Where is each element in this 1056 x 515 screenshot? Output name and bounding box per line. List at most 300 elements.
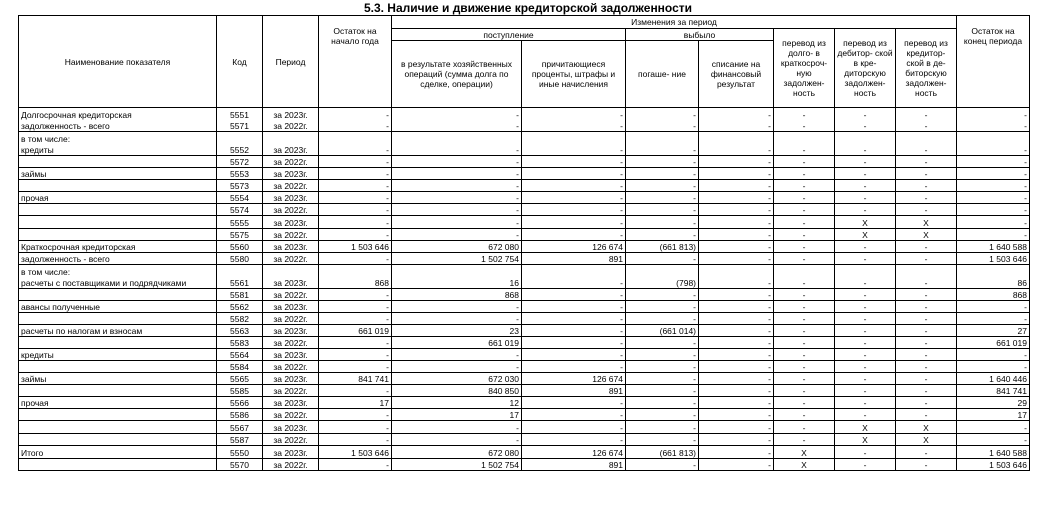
row-writeoff: - — [699, 373, 774, 385]
row-repayment: - — [626, 144, 699, 156]
row-transfer-cred-deb: - — [896, 349, 957, 361]
row-end — [957, 132, 1030, 144]
row-writeoff — [699, 132, 774, 144]
row-start: - — [319, 349, 392, 361]
row-transfer-deb-cred: - — [835, 144, 896, 156]
row-writeoff — [699, 265, 774, 277]
row-interest: - — [522, 361, 626, 373]
row-period: за 2023г. — [263, 277, 319, 289]
row-repayment: (661 813) — [626, 446, 699, 459]
row-name: кредиты — [19, 349, 217, 361]
row-name: прочая — [19, 397, 217, 409]
row-business — [392, 265, 522, 277]
income-header: поступление — [392, 29, 626, 41]
row-end: - — [957, 361, 1030, 373]
row-transfer-deb-cred: - — [835, 349, 896, 361]
row-transfer-deb-cred: - — [835, 459, 896, 471]
row-transfer-deb-cred: - — [835, 168, 896, 180]
row-transfer-cred-deb: - — [896, 301, 957, 313]
row-transfer-long-short: - — [774, 229, 835, 241]
row-transfer-cred-deb: - — [896, 337, 957, 349]
row-period: за 2022г. — [263, 253, 319, 265]
row-business: - — [392, 192, 522, 204]
row-end: - — [957, 349, 1030, 361]
row-transfer-cred-deb: - — [896, 409, 957, 421]
row-transfer-deb-cred: - — [835, 108, 896, 120]
row-business: 840 850 — [392, 385, 522, 397]
row-repayment — [626, 132, 699, 144]
row-name: в том числе: — [19, 265, 217, 277]
row-period: за 2023г. — [263, 144, 319, 156]
row-repayment: - — [626, 397, 699, 409]
row-start: - — [319, 313, 392, 325]
row-transfer-cred-deb: - — [896, 277, 957, 289]
row-transfer-cred-deb: X — [896, 421, 957, 434]
row-code: 5560 — [217, 241, 263, 253]
row-start: 1 503 646 — [319, 446, 392, 459]
row-name — [19, 337, 217, 349]
row-end: - — [957, 301, 1030, 313]
row-interest: 126 674 — [522, 373, 626, 385]
row-business: - — [392, 301, 522, 313]
table-row — [19, 253, 1030, 265]
row-name — [19, 156, 217, 168]
row-transfer-cred-deb: - — [896, 253, 957, 265]
row-interest: - — [522, 216, 626, 229]
row-transfer-deb-cred: - — [835, 120, 896, 132]
row-repayment: - — [626, 434, 699, 446]
row-writeoff: - — [699, 108, 774, 120]
row-interest: 891 — [522, 253, 626, 265]
col-period-header: Период — [263, 16, 319, 108]
col-code-header: Код — [217, 16, 263, 108]
report-title: 5.3. Наличие и движение кредиторской задолженности — [363, 1, 693, 15]
row-name: займы — [19, 168, 217, 180]
row-business: - — [392, 168, 522, 180]
row-business: 12 — [392, 397, 522, 409]
row-transfer-cred-deb: - — [896, 180, 957, 192]
row-transfer-deb-cred: - — [835, 156, 896, 168]
row-start: 1 503 646 — [319, 241, 392, 253]
table-row — [19, 337, 1030, 349]
row-transfer-deb-cred: - — [835, 373, 896, 385]
row-end: 1 503 646 — [957, 459, 1030, 471]
row-name — [19, 385, 217, 397]
row-name: авансы полученные — [19, 301, 217, 313]
row-repayment: - — [626, 349, 699, 361]
row-period — [263, 132, 319, 144]
table-row — [19, 241, 1030, 253]
row-transfer-cred-deb: - — [896, 168, 957, 180]
row-name: расчеты по налогам и взносам — [19, 325, 217, 337]
table-row — [19, 120, 1030, 132]
row-transfer-deb-cred — [835, 132, 896, 144]
row-start: - — [319, 144, 392, 156]
row-repayment: - — [626, 253, 699, 265]
row-interest: 891 — [522, 459, 626, 471]
table-row — [19, 216, 1030, 229]
row-end: 29 — [957, 397, 1030, 409]
row-name: задолженность - всего — [19, 253, 217, 265]
row-code: 5553 — [217, 168, 263, 180]
row-code: 5563 — [217, 325, 263, 337]
row-code: 5555 — [217, 216, 263, 229]
row-code: 5565 — [217, 373, 263, 385]
row-transfer-long-short: X — [774, 459, 835, 471]
row-repayment: - — [626, 409, 699, 421]
row-transfer-long-short: - — [774, 434, 835, 446]
row-repayment: - — [626, 120, 699, 132]
row-interest: - — [522, 313, 626, 325]
row-interest — [522, 265, 626, 277]
row-name — [19, 216, 217, 229]
row-transfer-deb-cred: X — [835, 216, 896, 229]
payables-table — [18, 15, 1030, 471]
row-period: за 2022г. — [263, 180, 319, 192]
row-end: 1 640 588 — [957, 446, 1030, 459]
row-business: - — [392, 144, 522, 156]
table-row — [19, 229, 1030, 241]
row-period: за 2023г. — [263, 325, 319, 337]
row-transfer-cred-deb: - — [896, 446, 957, 459]
row-repayment: - — [626, 108, 699, 120]
row-interest: - — [522, 192, 626, 204]
row-repayment: (661 014) — [626, 325, 699, 337]
row-transfer-cred-deb: - — [896, 120, 957, 132]
row-writeoff: - — [699, 313, 774, 325]
row-transfer-long-short: - — [774, 313, 835, 325]
row-start: - — [319, 229, 392, 241]
row-start: 661 019 — [319, 325, 392, 337]
row-name — [19, 409, 217, 421]
row-code: 5582 — [217, 313, 263, 325]
row-business: 661 019 — [392, 337, 522, 349]
row-code: 5580 — [217, 253, 263, 265]
row-transfer-long-short: - — [774, 325, 835, 337]
row-code: 5586 — [217, 409, 263, 421]
repayment-header: погаше- ние — [626, 41, 699, 108]
row-transfer-long-short: - — [774, 349, 835, 361]
row-start: 868 — [319, 277, 392, 289]
row-code: 5585 — [217, 385, 263, 397]
row-end: - — [957, 108, 1030, 120]
row-end: - — [957, 216, 1030, 229]
table-row — [19, 385, 1030, 397]
row-interest: - — [522, 421, 626, 434]
row-writeoff: - — [699, 446, 774, 459]
row-code: 5567 — [217, 421, 263, 434]
table-row — [19, 132, 1030, 144]
row-repayment: - — [626, 421, 699, 434]
row-transfer-long-short: X — [774, 446, 835, 459]
row-transfer-long-short: - — [774, 180, 835, 192]
table-row — [19, 421, 1030, 434]
row-name: Долгосрочная кредиторская — [19, 108, 217, 120]
row-code — [217, 132, 263, 144]
row-business: - — [392, 421, 522, 434]
row-transfer-cred-deb: - — [896, 144, 957, 156]
row-code: 5587 — [217, 434, 263, 446]
row-name — [19, 313, 217, 325]
row-writeoff: - — [699, 192, 774, 204]
row-transfer-deb-cred: - — [835, 253, 896, 265]
row-end: 661 019 — [957, 337, 1030, 349]
row-code: 5574 — [217, 204, 263, 216]
row-business: 16 — [392, 277, 522, 289]
row-name: задолженность - всего — [19, 120, 217, 132]
row-start: - — [319, 434, 392, 446]
row-transfer-long-short: - — [774, 253, 835, 265]
row-end: 86 — [957, 277, 1030, 289]
row-business: 672 030 — [392, 373, 522, 385]
row-transfer-long-short: - — [774, 144, 835, 156]
row-transfer-long-short: - — [774, 277, 835, 289]
row-business — [392, 132, 522, 144]
row-transfer-deb-cred: - — [835, 241, 896, 253]
row-transfer-long-short: - — [774, 301, 835, 313]
row-transfer-cred-deb: X — [896, 434, 957, 446]
row-period: за 2023г. — [263, 446, 319, 459]
row-transfer-cred-deb: - — [896, 192, 957, 204]
row-code: 5550 — [217, 446, 263, 459]
row-code — [217, 265, 263, 277]
row-transfer-cred-deb: - — [896, 373, 957, 385]
row-name — [19, 434, 217, 446]
row-start: - — [319, 120, 392, 132]
table-row — [19, 108, 1030, 120]
row-business: - — [392, 180, 522, 192]
row-code: 5572 — [217, 156, 263, 168]
table-row — [19, 459, 1030, 471]
row-transfer-cred-deb: - — [896, 289, 957, 301]
row-transfer-long-short: - — [774, 361, 835, 373]
row-interest: 126 674 — [522, 446, 626, 459]
row-repayment: - — [626, 156, 699, 168]
row-period: за 2022г. — [263, 156, 319, 168]
row-end: - — [957, 120, 1030, 132]
writeoff-header: списание на финансовый результат — [699, 41, 774, 108]
row-writeoff: - — [699, 229, 774, 241]
row-interest: 891 — [522, 385, 626, 397]
col-name-header: Наименование показателя — [19, 16, 217, 108]
row-repayment: - — [626, 301, 699, 313]
table-row — [19, 144, 1030, 156]
row-business: - — [392, 434, 522, 446]
row-business: 868 — [392, 289, 522, 301]
row-interest: - — [522, 156, 626, 168]
row-transfer-deb-cred: - — [835, 277, 896, 289]
row-name: кредиты — [19, 144, 217, 156]
row-period: за 2023г. — [263, 373, 319, 385]
row-transfer-deb-cred: X — [835, 421, 896, 434]
row-business: 17 — [392, 409, 522, 421]
row-transfer-deb-cred: - — [835, 361, 896, 373]
row-transfer-deb-cred: - — [835, 192, 896, 204]
row-transfer-long-short: - — [774, 156, 835, 168]
row-transfer-cred-deb — [896, 265, 957, 277]
row-business: - — [392, 313, 522, 325]
table-row — [19, 289, 1030, 301]
row-business: - — [392, 229, 522, 241]
row-repayment: - — [626, 168, 699, 180]
row-code: 5561 — [217, 277, 263, 289]
row-name — [19, 204, 217, 216]
row-transfer-long-short: - — [774, 289, 835, 301]
row-transfer-deb-cred: - — [835, 301, 896, 313]
row-writeoff: - — [699, 349, 774, 361]
row-repayment: (661 813) — [626, 241, 699, 253]
row-transfer-deb-cred: - — [835, 409, 896, 421]
row-start: - — [319, 385, 392, 397]
row-end: - — [957, 180, 1030, 192]
row-period — [263, 265, 319, 277]
interest-header: причитающиеся проценты, штрафы и иные начисления — [522, 41, 626, 108]
row-interest: - — [522, 204, 626, 216]
table-row — [19, 325, 1030, 337]
row-transfer-long-short: - — [774, 120, 835, 132]
row-period: за 2023г. — [263, 397, 319, 409]
row-name — [19, 229, 217, 241]
row-transfer-long-short: - — [774, 192, 835, 204]
table-row — [19, 192, 1030, 204]
row-transfer-long-short: - — [774, 337, 835, 349]
table-row — [19, 180, 1030, 192]
row-repayment: - — [626, 216, 699, 229]
row-transfer-cred-deb: X — [896, 216, 957, 229]
row-repayment: - — [626, 373, 699, 385]
row-transfer-cred-deb: - — [896, 156, 957, 168]
table-row — [19, 168, 1030, 180]
row-business: - — [392, 156, 522, 168]
row-writeoff: - — [699, 156, 774, 168]
row-transfer-long-short — [774, 265, 835, 277]
row-writeoff: - — [699, 241, 774, 253]
row-start — [319, 265, 392, 277]
row-writeoff: - — [699, 337, 774, 349]
row-end: 27 — [957, 325, 1030, 337]
row-transfer-cred-deb — [896, 132, 957, 144]
business-ops-header: в результате хозяйственных операций (сумма долга по сделке, операции) — [392, 41, 522, 108]
row-writeoff: - — [699, 204, 774, 216]
row-interest: - — [522, 229, 626, 241]
row-business: - — [392, 120, 522, 132]
row-period: за 2023г. — [263, 168, 319, 180]
row-transfer-cred-deb: - — [896, 204, 957, 216]
table-row — [19, 349, 1030, 361]
row-period: за 2022г. — [263, 337, 319, 349]
row-transfer-deb-cred: X — [835, 229, 896, 241]
row-transfer-long-short: - — [774, 421, 835, 434]
row-end: 868 — [957, 289, 1030, 301]
row-interest: - — [522, 349, 626, 361]
row-transfer-long-short: - — [774, 168, 835, 180]
row-period: за 2023г. — [263, 241, 319, 253]
table-row — [19, 434, 1030, 446]
row-period: за 2022г. — [263, 361, 319, 373]
row-transfer-long-short: - — [774, 409, 835, 421]
row-repayment: - — [626, 180, 699, 192]
row-writeoff: - — [699, 459, 774, 471]
row-transfer-deb-cred: - — [835, 397, 896, 409]
row-code: 5562 — [217, 301, 263, 313]
row-writeoff: - — [699, 168, 774, 180]
table-row — [19, 373, 1030, 385]
row-interest: - — [522, 337, 626, 349]
row-code: 5554 — [217, 192, 263, 204]
row-writeoff: - — [699, 325, 774, 337]
row-transfer-long-short — [774, 132, 835, 144]
row-start: - — [319, 216, 392, 229]
row-repayment: - — [626, 192, 699, 204]
row-start: - — [319, 253, 392, 265]
row-transfer-cred-deb: - — [896, 385, 957, 397]
row-interest: - — [522, 409, 626, 421]
col-end-header: Остаток на конец периода — [957, 16, 1030, 108]
row-end: - — [957, 434, 1030, 446]
row-name: займы — [19, 373, 217, 385]
row-end: - — [957, 204, 1030, 216]
row-start: - — [319, 459, 392, 471]
row-repayment: - — [626, 459, 699, 471]
row-repayment: - — [626, 385, 699, 397]
row-period: за 2023г. — [263, 349, 319, 361]
row-code: 5571 — [217, 120, 263, 132]
row-transfer-deb-cred: - — [835, 446, 896, 459]
row-end: 17 — [957, 409, 1030, 421]
row-start: - — [319, 192, 392, 204]
row-period: за 2023г. — [263, 192, 319, 204]
row-code: 5575 — [217, 229, 263, 241]
row-start: - — [319, 337, 392, 349]
row-writeoff: - — [699, 253, 774, 265]
row-start: - — [319, 409, 392, 421]
row-name: расчеты с поставщиками и подрядчиками — [19, 277, 217, 289]
row-transfer-long-short: - — [774, 216, 835, 229]
row-code: 5581 — [217, 289, 263, 301]
row-transfer-long-short: - — [774, 204, 835, 216]
row-start: 17 — [319, 397, 392, 409]
row-end — [957, 265, 1030, 277]
row-writeoff: - — [699, 361, 774, 373]
row-code: 5584 — [217, 361, 263, 373]
transfer-deb-cred-header: перевод из дебитор- ской в кре- диторскую задолжен- ность — [835, 29, 896, 108]
row-transfer-deb-cred: - — [835, 385, 896, 397]
row-name — [19, 361, 217, 373]
row-transfer-deb-cred: - — [835, 204, 896, 216]
row-transfer-long-short: - — [774, 385, 835, 397]
row-end: - — [957, 156, 1030, 168]
row-period: за 2022г. — [263, 313, 319, 325]
row-code: 5564 — [217, 349, 263, 361]
row-transfer-long-short: - — [774, 373, 835, 385]
row-interest: - — [522, 289, 626, 301]
row-transfer-long-short: - — [774, 241, 835, 253]
row-period: за 2022г. — [263, 459, 319, 471]
row-writeoff: - — [699, 385, 774, 397]
row-transfer-deb-cred: X — [835, 434, 896, 446]
table-row — [19, 156, 1030, 168]
row-start: - — [319, 168, 392, 180]
row-writeoff: - — [699, 289, 774, 301]
row-end: 841 741 — [957, 385, 1030, 397]
row-transfer-cred-deb: - — [896, 325, 957, 337]
row-transfer-cred-deb: - — [896, 241, 957, 253]
table-row — [19, 265, 1030, 277]
changes-header: Изменения за период — [392, 16, 957, 29]
row-transfer-deb-cred: - — [835, 180, 896, 192]
row-transfer-cred-deb: - — [896, 397, 957, 409]
row-repayment: (798) — [626, 277, 699, 289]
